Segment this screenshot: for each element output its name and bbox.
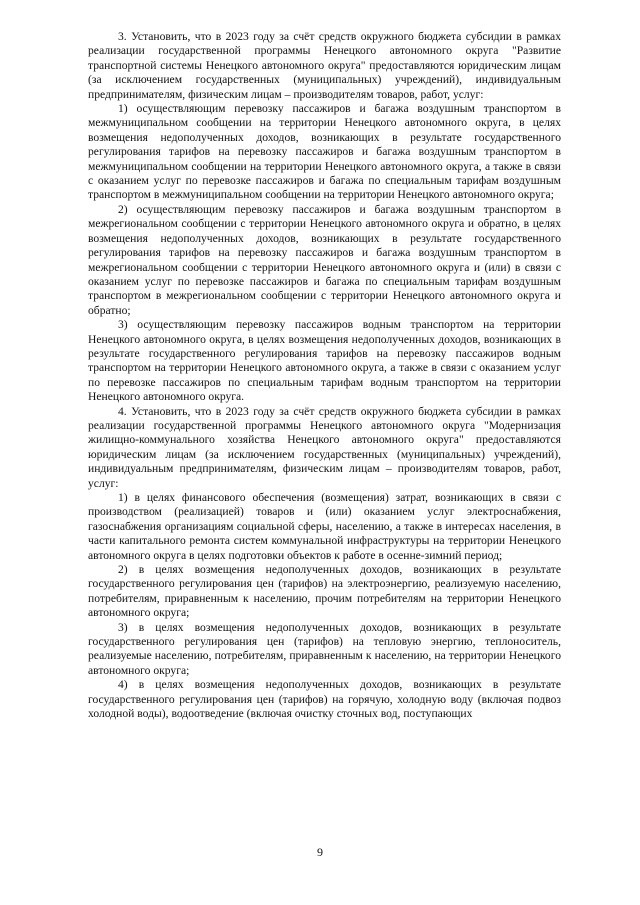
paragraph-3-2: 2) осуществляющим перевозку пассажиров и багажа воздушным транспортом в межрегиональном сообщении с территории Ненецкого автономного округа и обратно, в целях возмещения недополученных доходов, возникающих в результате государственного регулирования тарифов на перевозку пассажиров и багажа воздушным транспортом в межрегиональном сообщении с территории Ненецкого автономного округа и (или) в связи с оказанием услуг по перевозке пассажиров и багажа по специальным тарифам воздушным транспортом в межрегиональном сообщении с территории Ненецкого автономного округа и обратно; bbox=[88, 202, 561, 317]
page-number: 9 bbox=[317, 845, 323, 859]
paragraph-4: 4. Установить, что в 2023 году за счёт средств окружного бюджета субсидии в рамках реализации государственной программы Ненецкого автономного округа "Модернизация жилищно-коммунального хозяйства Ненецкого автономного округа" предоставляются юридическим лицам (за исключением государственных (муниципальных) учреждений), индивидуальным предпринимателям, физическим лицам – производителям товаров, работ, услуг: bbox=[88, 404, 561, 490]
paragraph-3-1: 1) осуществляющим перевозку пассажиров и багажа воздушным транспортом в межмуниципальном сообщении на территории Ненецкого автономного округа, в целях возмещения недополученных доходов, возникающих в результате государственного регулирования тарифов на перевозку пассажиров и багажа воздушным транспортом в межмуниципальном сообщении на территории Ненецкого автономного округа, а также в связи с оказанием услуг по перевозке пассажиров и багажа по специальным тарифам воздушным транспортом в межмуниципальном сообщении на территории Ненецкого автономного округа; bbox=[88, 102, 561, 202]
paragraph-4-4: 4) в целях возмещения недополученных доходов, возникающих в результате государственного регулирования цен (тарифов) на горячую, холодную воду (включая подвоз холодной воды), водоотведение (включая очистку сточных вод, поступающих bbox=[88, 678, 561, 721]
paragraph-4-3: 3) в целях возмещения недополученных доходов, возникающих в результате государственного регулирования цен (тарифов) на тепловую энергию, теплоноситель, реализуемые населению, потребителям, приравненным к населению, на территории Ненецкого автономного округа; bbox=[88, 620, 561, 677]
paragraph-3: 3. Установить, что в 2023 году за счёт средств окружного бюджета субсидии в рамках реализации государственной программы Ненецкого автономного округа "Развитие транспортной системы Ненецкого автономного округа" предоставляются юридическим лицам (за исключением государственных (муниципальных) учреждений), индивидуальным предпринимателям, физическим лицам – производителям товаров, работ, услуг: bbox=[88, 30, 561, 101]
paragraph-4-1: 1) в целях финансового обеспечения (возмещения) затрат, возникающих в связи с производством (реализацией) товаров и (или) оказанием услуг электроснабжения, газоснабжения организациям социальной сферы, населению, а также в интересах населения, в части капитального ремонта систем коммунальной инфраструктуры на территории Ненецкого автономного округа в целях подготовки объектов к работе в осенне-зимний период; bbox=[88, 491, 561, 562]
paragraph-3-3: 3) осуществляющим перевозку пассажиров водным транспортом на территории Ненецкого автономного округа, в целях возмещения недополученных доходов, возникающих в результате государственного регулирования тарифов на перевозку пассажиров водным транспортом на территории Ненецкого автономного округа, а также в связи с оказанием услуг по перевозке пассажиров по специальным тарифам водным транспортом на территории Ненецкого автономного округа. bbox=[88, 318, 561, 404]
paragraph-4-2: 2) в целях возмещения недополученных доходов, возникающих в результате государственного регулирования цен (тарифов) на электроэнергию, реализуемую населению, потребителям, приравненным к населению, прочим потребителям на территории Ненецкого автономного округа; bbox=[88, 563, 561, 620]
document-body bbox=[88, 30, 561, 722]
